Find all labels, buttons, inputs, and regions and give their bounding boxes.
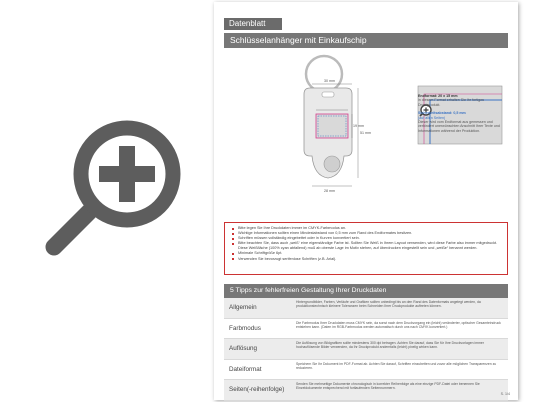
note-item: Wichtige Informationen sollten einen Mindestabstand von 0,5 mm zum Rand des Endformates besitzen. (238, 231, 501, 236)
safety-label: Sicherheitsabstand: 0,5 mm (418, 111, 466, 116)
page-number: S. 1/4 (500, 392, 510, 396)
tip-text: Senden Sie mehrseitige Dokumente chronologisch in korrekter Reihenfolge als eine einzige PDF-Datei oder benennen Sie Einzeldokumente entsprechend mit fortlaufenden Seitennummern. (296, 382, 480, 391)
note-item: Bitte legen Sie Ihre Druckdaten immer im CMYK-Farbmodus an. (238, 226, 501, 231)
dim-top-label: 30 mm (324, 79, 335, 83)
tip-text: Hintergrundbilder, Farben, Verläufe und Grafiken sollten unbedingt bis an den Rand des Datenformats angelegt werden, da produktionstechnisch kleinere Toleranzen beim Schneiden Ihrer Druckprodukte auftreten können. (296, 300, 481, 309)
note-item: Verwenden Sie bevorzugt serifenlose Schriften (z.B. Arial). (238, 257, 501, 262)
endformat-text: in diesem Format erhalten Sie Ihr fertiges Druckprodukt. (418, 98, 484, 107)
note-item: Minimale Schriftgröße 6pt. (238, 251, 501, 256)
print-notes-box (224, 222, 508, 275)
tip-row (224, 339, 508, 360)
tip-text: Die Farbmodus Ihrer Druckdaten muss CMYK sein, da sonst nach dem Druckvorgang ein (leicht) veränderter, optischer Gesamteindruck entstehen kann. (Daten im RGB-Farbmodus werden automatisch durch uns nach CMYK konvertiert.) (296, 320, 501, 329)
tip-row (224, 380, 508, 401)
datasheet-page (214, 2, 518, 400)
sheet-title: Datenblatt (224, 18, 282, 30)
safety-text: Dieser wird vom Endformat aus gemessen und verhindert unerwünschten Anschnitt Ihrer Texte und Informationen während der Produktion. (418, 120, 500, 133)
tip-label: Farbmodus (229, 324, 261, 332)
tips-table (224, 298, 508, 401)
tip-label: Auflösung (229, 345, 258, 352)
tip-label: Seiten(-reihenfolge) (229, 386, 285, 393)
tip-text: Speichern Sie Ihr Dokument im PDF-Format ab. Achten Sie darauf, Schriften einzubetten und zuvor alle möglichen Transparenzen zu reduzieren. (296, 361, 497, 370)
tips-heading: 5 Tipps zur fehlerfreien Gestaltung Ihrer Druckdaten (224, 284, 508, 298)
tip-row (224, 360, 508, 381)
safety-sub: (auf allen Seiten) (418, 115, 446, 120)
dim-height-label: 51 mm (360, 131, 371, 135)
tip-row (224, 298, 508, 319)
format-notes (418, 94, 500, 133)
sheet-subtitle: Schlüsselanhänger mit Einkaufschip (224, 33, 508, 48)
note-item: Bitte beachten Sie, dass auch „weiß“ eine eigenständige Farbe ist. Sollten Sie Weiß in Ihrem Layout verwenden, wird diese Farbe also immer mitgedruckt. Diese Weißfläche (100% cyan abfallend) muß ab oberste Lage im Motiv stehen, auf überdrucken eingestellt sein und „weiße“ benannt werden. (238, 241, 501, 251)
zoom-in-icon[interactable] (45, 118, 183, 256)
tip-label: Allgemein (229, 304, 257, 311)
dim-inner-label: 19 mm (353, 124, 364, 128)
tip-text: Die Auflösung von Bildgrafiken sollte mindestens 300 dpi betragen. Achten Sie darauf, dass Sie für Ihre Druckvorlagen immer hochauflösende Bilder verwenden, da Ihr Druckprodukt andernfalls (leicht) pixelig wirken kann. (296, 341, 484, 350)
tip-label: Dateiformat (229, 365, 262, 373)
dim-bottom-label: 28 mm (324, 189, 335, 193)
note-item: Schriften müssen vollständig eingebettet oder in Kurven konvertiert sein. (238, 236, 501, 241)
endformat-label: Endformat: 20 x 15 mm (418, 94, 458, 98)
tip-row (224, 319, 508, 340)
